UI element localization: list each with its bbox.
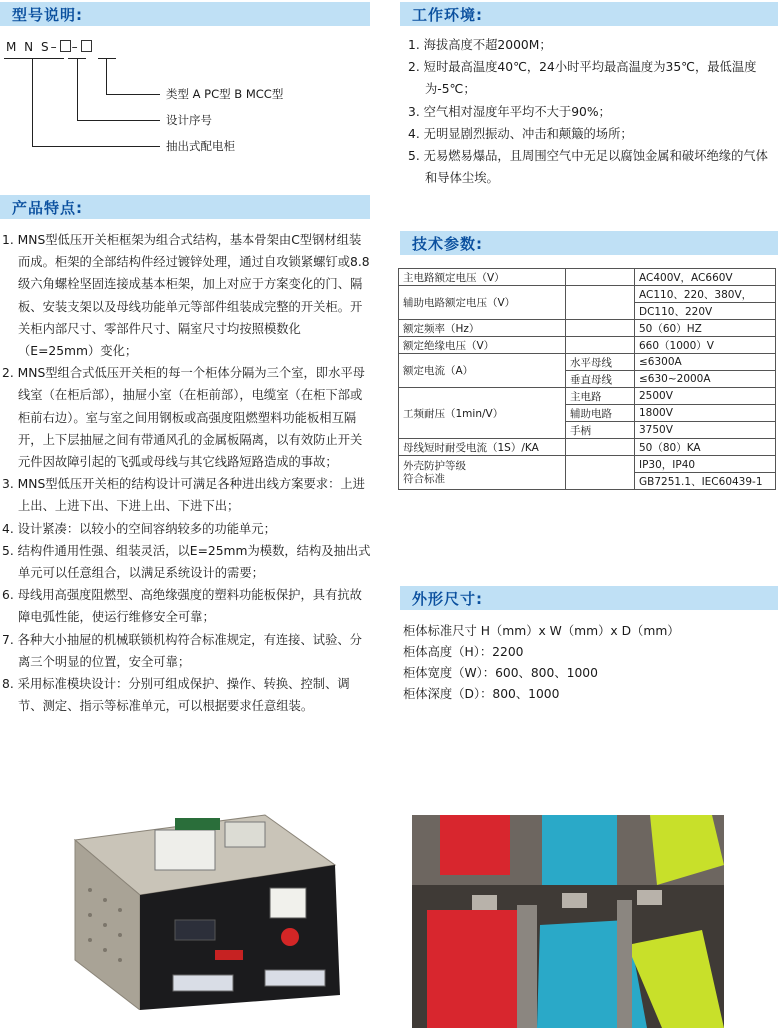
table-cell: 工频耐压（1min/V） — [399, 388, 566, 439]
environment-heading: 工作环境: — [412, 6, 483, 24]
environment-item: 1. 海拔高度不超2000M； — [408, 38, 552, 52]
leader-line — [106, 58, 107, 94]
feature-item: 6. 母线用高强度阻燃型、高绝缘强度的塑料功能板保护，具有抗故障电弧性能，使运行维修安全可靠； — [2, 588, 362, 625]
dimension-line: 柜体高度（H）：2200 — [403, 645, 524, 659]
table-cell: DC110、220V — [635, 303, 776, 320]
table-cell — [566, 337, 635, 354]
busbar-image — [412, 815, 724, 1028]
table-cell: 手柄 — [566, 422, 635, 439]
table-cell: 主电路额定电压（V） — [399, 269, 566, 286]
drawer-unit-image — [65, 810, 345, 1010]
leader-line — [77, 120, 160, 121]
environment-item: 4. 无明显剧烈振动、冲击和颠簸的场所； — [408, 126, 633, 141]
tech-heading-bar — [400, 231, 778, 255]
table-cell: 额定电流（A） — [399, 354, 566, 388]
table-row — [399, 439, 776, 456]
model-heading-bar — [0, 2, 370, 26]
leader-line — [32, 58, 33, 146]
drawer-unit-photo — [65, 810, 345, 1010]
table-row — [399, 337, 776, 354]
model-code: M N S– – — [6, 40, 93, 54]
tech-heading: 技术参数: — [412, 235, 483, 253]
dimensions-heading-bar — [400, 586, 778, 610]
features-heading: 产品特点: — [12, 199, 83, 217]
table-cell — [566, 456, 635, 490]
dimensions-text — [403, 621, 680, 705]
table-cell: 660（1000）V — [635, 337, 776, 354]
model-heading: 型号说明: — [12, 6, 83, 24]
model-serial-label: 设计序号 — [166, 113, 212, 127]
features-heading-bar — [0, 195, 370, 219]
table-cell: 水平母线 — [566, 354, 635, 371]
environment-item: 3. 空气相对湿度年平均不大于90%； — [408, 104, 611, 119]
table-cell: AC110、220、380V， — [635, 286, 776, 303]
table-cell: ≤6300A — [635, 354, 776, 371]
table-row — [399, 320, 776, 337]
table-cell: IP30，IP40 — [635, 456, 776, 473]
feature-item: 5. 结构件通用性强、组装灵活，以E=25mm为模数，结构及抽出式单元可以任意组合，以满足系统设计的需要； — [2, 543, 371, 581]
placeholder-box-icon — [81, 40, 92, 52]
feature-item: 8. 采用标准模块设计：分别可组成保护、操作、转换、控制、调节、测定、指示等标准单元，可以根据要求任意组装。 — [2, 677, 350, 714]
table-cell — [566, 286, 635, 320]
leader-line — [77, 58, 78, 120]
environment-heading-bar — [400, 2, 778, 26]
model-drawout-label: 抽出式配电柜 — [166, 139, 235, 153]
table-row — [399, 286, 776, 303]
leader-line — [4, 58, 64, 59]
table-row — [399, 388, 776, 405]
protection-label: 外壳防护等级 — [403, 459, 466, 472]
table-cell: 2500V — [635, 388, 776, 405]
table-cell — [566, 439, 635, 456]
table-cell: AC400V，AC660V — [635, 269, 776, 286]
table-cell: ≤630~2000A — [635, 371, 776, 388]
dimension-line: 柜体标准尺寸 H（mm）x W（mm）x D（mm） — [403, 624, 680, 638]
table-cell: 主电路 — [566, 388, 635, 405]
leader-line — [32, 146, 160, 147]
model-code-text: M N S — [6, 40, 51, 54]
table-cell: 辅助电路 — [566, 405, 635, 422]
table-cell — [399, 456, 566, 490]
feature-item: 4. 设计紧凑：以较小的空间容纳较多的功能单元； — [2, 521, 276, 536]
table-cell: 垂直母线 — [566, 371, 635, 388]
leader-line — [98, 58, 116, 59]
table-cell — [566, 269, 635, 286]
environment-item: 2. 短时最高温度40℃，24小时平均最高温度为35℃，最低温度为-5℃； — [408, 60, 757, 97]
table-cell: 额定绝缘电压（V） — [399, 337, 566, 354]
table-cell: 50（60）HZ — [635, 320, 776, 337]
feature-item: 7. 各种大小抽屉的机械联锁机构符合标准规定，有连接、试验、分离三个明显的位置，安全可靠； — [2, 632, 362, 669]
table-cell: 辅助电路额定电压（V） — [399, 286, 566, 320]
dimension-line: 柜体宽度（W）：600、800、1000 — [403, 666, 598, 680]
table-cell: GB7251.1、IEC60439-1 — [635, 473, 776, 490]
model-type-label: 类型 A PC型 B MCC型 — [166, 87, 284, 101]
environment-item: 5. 无易燃易爆品，且周围空气中无足以腐蚀金属和破坏绝缘的气体和导体尘埃。 — [408, 149, 768, 186]
table-cell — [566, 320, 635, 337]
feature-item: 3. MNS型低压开关柜的结构设计可满足各种进出线方案要求：上进上出、上进下出、下进上出、下进下出； — [2, 477, 365, 514]
standard-label: 符合标准 — [403, 472, 445, 485]
placeholder-box-icon — [60, 40, 71, 52]
table-cell: 3750V — [635, 422, 776, 439]
environment-list — [406, 34, 778, 189]
table-row — [399, 269, 776, 286]
busbar-photo — [412, 815, 724, 1028]
table-row — [399, 354, 776, 371]
feature-item: 1. MNS型低压开关柜框架为组合式结构，基本骨架由C型钢材组装而成。柜架的全部结构件经过镀锌处理，通过自攻锁紧螺钉或8.8级六角螺栓坚固连接成基本柜架，加上对应于方案变化的门、隔板、安装支架以及母线功能单元等部件组装成完整的开关柜。开关柜内部尺寸、零部件尺寸、隔室尺寸均按照模数化（E=25mm）变化； — [2, 233, 370, 359]
table-cell: 额定频率（Hz） — [399, 320, 566, 337]
features-list — [0, 229, 372, 717]
table-cell: 1800V — [635, 405, 776, 422]
tech-params-table — [398, 268, 776, 490]
table-row — [399, 456, 776, 473]
dimension-line: 柜体深度（D）：800、1000 — [403, 687, 560, 701]
feature-item: 2. MNS型组合式低压开关柜的每一个柜体分隔为三个室，即水平母线室（在柜后部），抽屉小室（在柜前部），电缆室（在柜下部或柜前右边）。室与室之间用钢板或高强度阻燃塑料功能板相互隔开，上下层抽屉之间有带通风孔的金属板隔离，以有效防止开关元件因故障引起的飞弧或母线与其它线路短路造成的事故； — [2, 366, 365, 470]
table-cell: 50（80）KA — [635, 439, 776, 456]
dimensions-heading: 外形尺寸: — [412, 590, 483, 608]
leader-line — [106, 94, 160, 95]
table-cell: 母线短时耐受电流（1S）/KA — [399, 439, 566, 456]
